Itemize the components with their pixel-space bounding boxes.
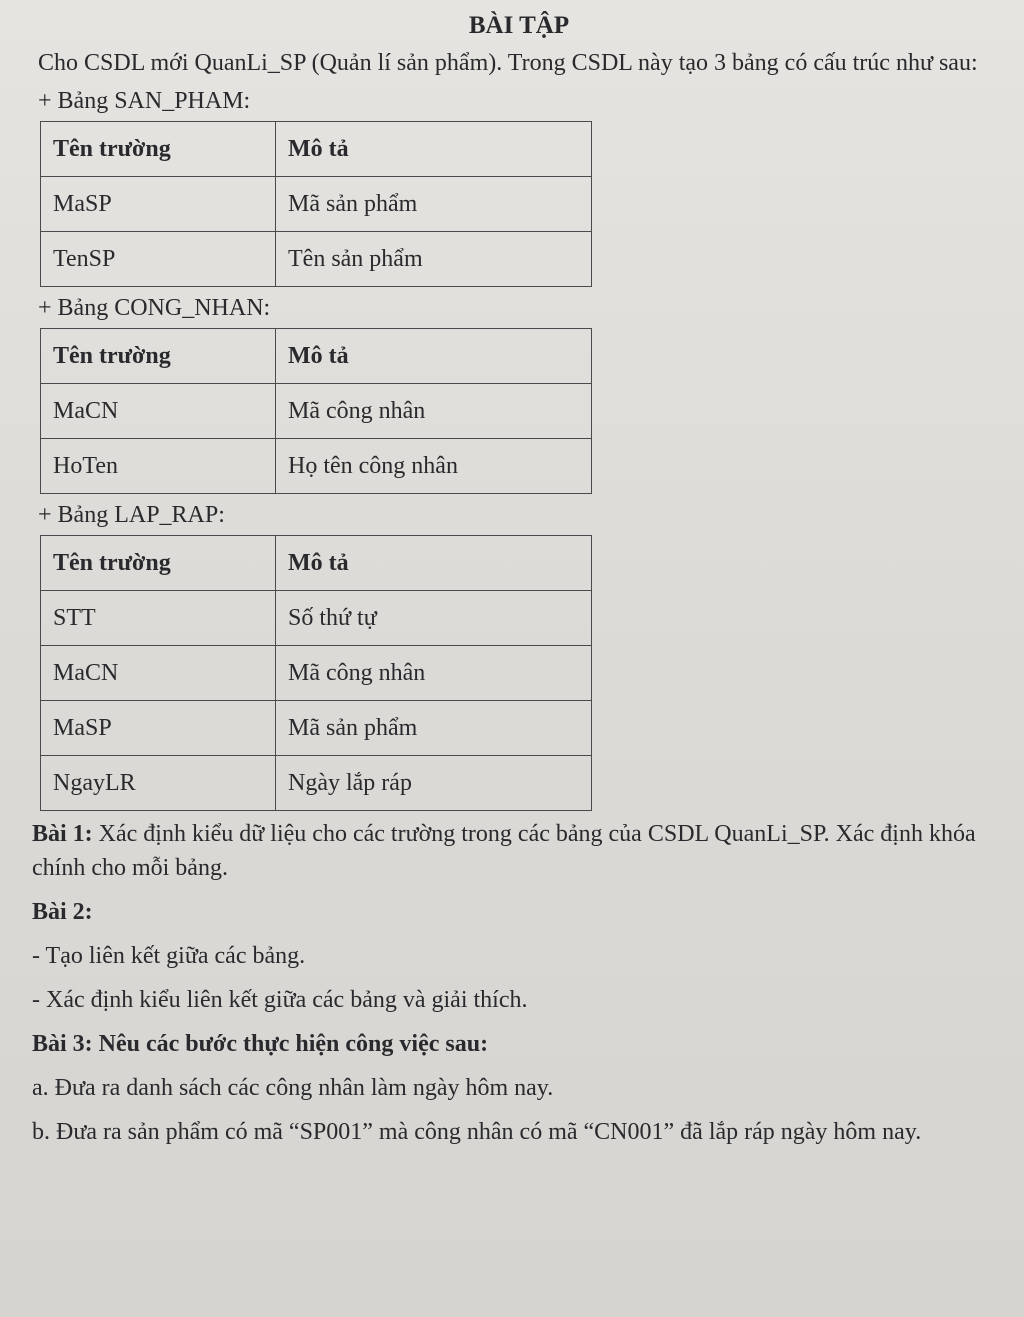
intro-paragraph: Cho CSDL mới QuanLi_SP (Quản lí sản phẩm). Trong CSDL này tạo 3 bảng có cấu trúc như sau: [38,50,978,76]
table-row [41,756,592,811]
table-cong-nhan [40,328,592,494]
exercise-2-item: - Xác định kiểu liên kết giữa các bảng và giải thích. [32,987,528,1013]
field-name-cell: TenSP [41,232,276,287]
field-desc-cell: Mã công nhân [276,384,592,439]
field-desc-cell: Họ tên công nhân [276,439,592,494]
field-desc-cell: Mã sản phẩm [276,701,592,756]
exercise-3-item: b. Đưa ra sản phẩm có mã “SP001” mà công nhân có mã “CN001” đã lắp ráp ngày hôm nay. [32,1119,922,1145]
table-row [41,177,592,232]
field-desc-cell: Số thứ tự [276,591,592,646]
header-cell: Tên trường [41,329,276,384]
table-lap-rap [40,535,592,811]
field-name-cell: MaCN [41,384,276,439]
exercise-2-heading: Bài 2: [32,899,93,925]
header-cell: Mô tả [276,329,592,384]
document-title: BÀI TẬP [468,12,570,39]
field-name-cell: MaSP [41,701,276,756]
table-san-pham [40,121,592,287]
field-desc-cell: Tên sản phẩm [276,232,592,287]
table-header-row [41,536,592,591]
exercise-3-item: a. Đưa ra danh sách các công nhân làm ngày hôm nay. [32,1075,554,1101]
exercise-3-heading: Bài 3: Nêu các bước thực hiện công việc sau: [32,1031,489,1057]
table-row [41,439,592,494]
table-header-row [41,329,592,384]
header-cell: Tên trường [41,536,276,591]
exercise-2-item: - Tạo liên kết giữa các bảng. [32,943,306,969]
field-name-cell: MaSP [41,177,276,232]
exercise-1 [32,817,1000,885]
table-row [41,591,592,646]
table-label-san-pham: + Bảng SAN_PHAM: [38,88,251,114]
exercise-1-heading: Bài 1: [32,821,93,847]
table-label-cong-nhan: + Bảng CONG_NHAN: [38,295,271,321]
field-name-cell: STT [41,591,276,646]
table-header-row [41,122,592,177]
header-cell: Tên trường [41,122,276,177]
field-name-cell: NgayLR [41,756,276,811]
table-row [41,701,592,756]
field-desc-cell: Mã công nhân [276,646,592,701]
table-row [41,384,592,439]
exercise-1-text: Xác định kiểu dữ liệu cho các trường trong các bảng của CSDL QuanLi_SP. Xác định khóa chính cho mỗi bảng. [32,821,976,881]
header-cell: Mô tả [276,122,592,177]
field-name-cell: MaCN [41,646,276,701]
field-desc-cell: Ngày lắp ráp [276,756,592,811]
table-row [41,232,592,287]
header-cell: Mô tả [276,536,592,591]
table-label-lap-rap: + Bảng LAP_RAP: [38,502,225,528]
field-desc-cell: Mã sản phẩm [276,177,592,232]
table-row [41,646,592,701]
field-name-cell: HoTen [41,439,276,494]
